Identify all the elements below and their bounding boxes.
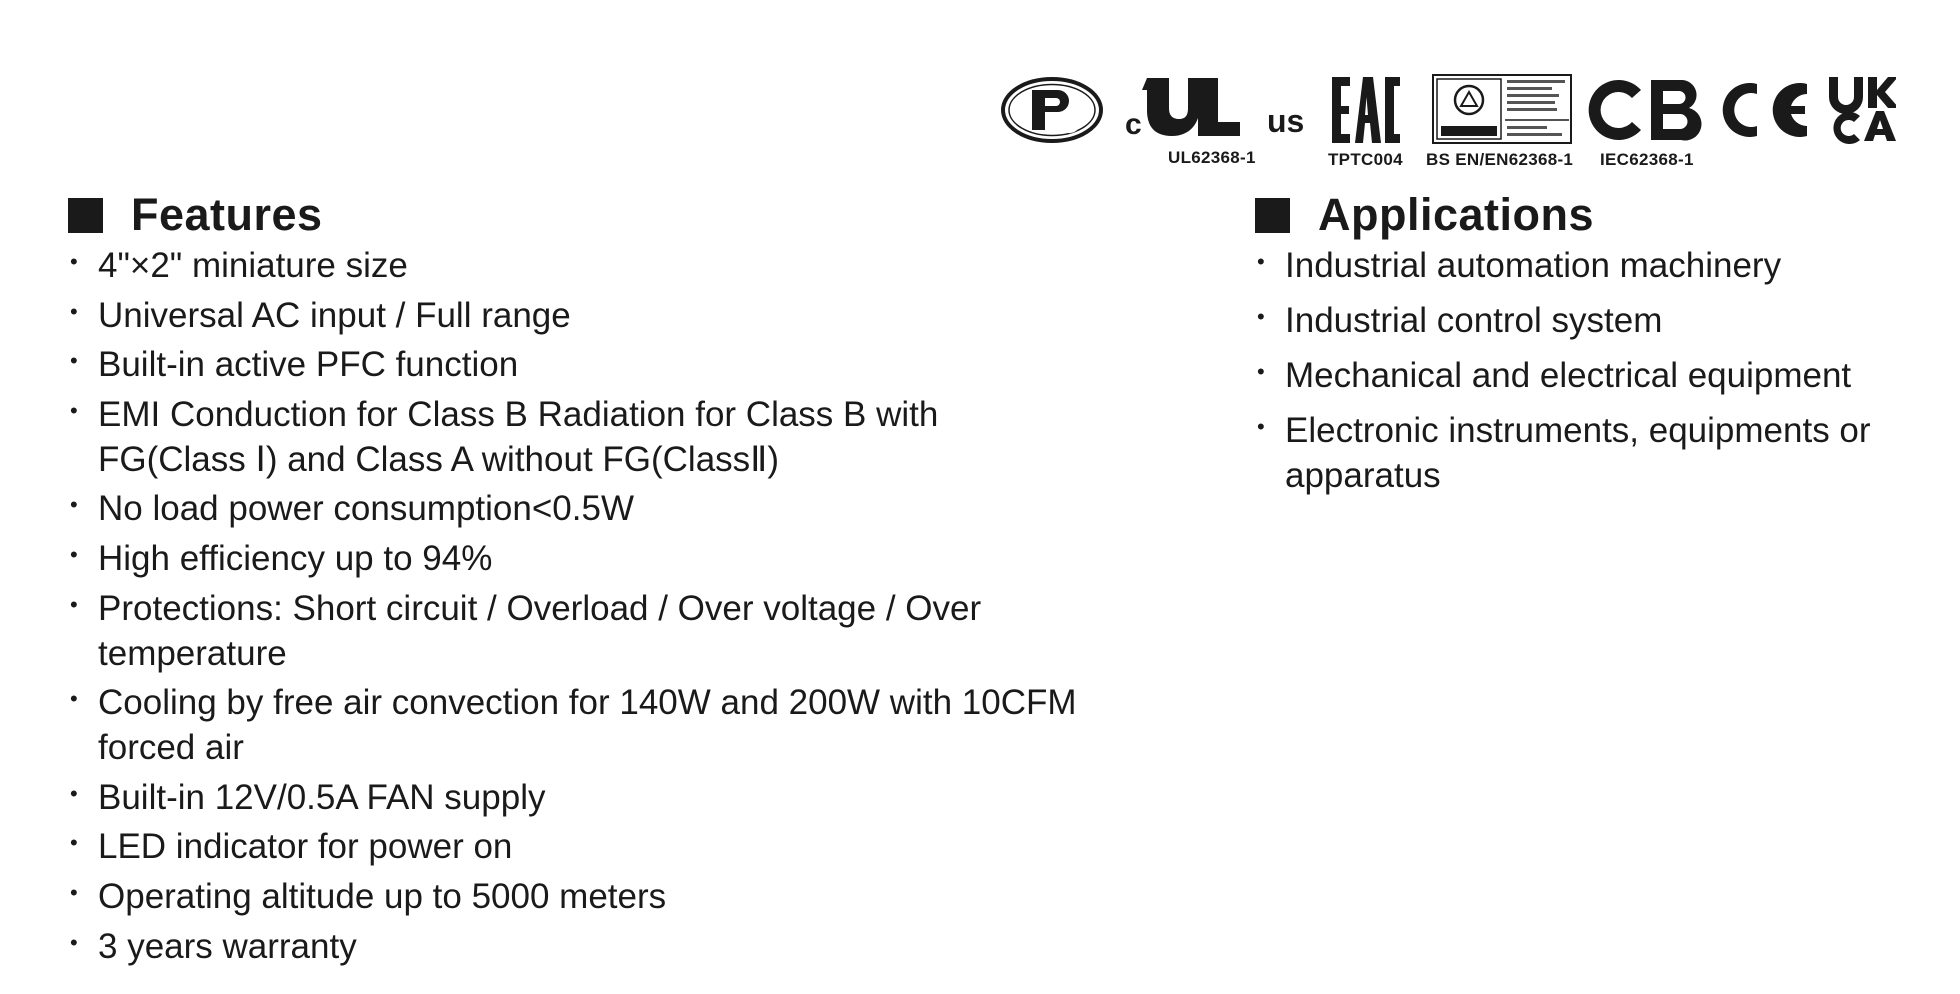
- eac-mark-icon: [1330, 75, 1402, 145]
- section-square-icon: [1255, 198, 1290, 233]
- features-section: [68, 189, 1077, 973]
- cb-caption: IEC62368-1: [1600, 150, 1694, 169]
- tuv-rheinland-mark-icon: [1432, 74, 1572, 144]
- features-title: Features: [131, 189, 323, 240]
- feature-item-cooling: • Cooling by free air convection for 140W and 200W with 10CFM forced air: [68, 680, 1083, 770]
- tuv-caption: BS EN/EN62368-1: [1426, 150, 1574, 169]
- applications-list: [1255, 243, 1955, 498]
- feature-item-protections: • Protections: Short circuit / Overload / Over voltage / Over temperature: [68, 586, 1023, 676]
- certification-logos: [1000, 70, 1900, 180]
- applications-section: [1255, 190, 1955, 508]
- feature-item-altitude: • Operating altitude up to 5000 meters: [68, 874, 1068, 919]
- application-item-instruments: • Electronic instruments, equipments or apparatus: [1255, 408, 1950, 498]
- applications-title: Applications: [1318, 189, 1595, 240]
- feature-item-ac-input: • Universal AC input / Full range: [68, 293, 1068, 338]
- features-list: [68, 243, 1077, 969]
- ukca-mark-icon: [1826, 74, 1896, 144]
- svg-text:us: us: [1267, 103, 1305, 139]
- cb-scheme-mark-icon: [1585, 76, 1710, 144]
- application-item-control: • Industrial control system: [1255, 298, 1955, 343]
- application-item-automation: • Industrial automation machinery: [1255, 243, 1955, 288]
- feature-item-led: • LED indicator for power on: [68, 824, 1068, 869]
- section-square-icon: [68, 198, 103, 233]
- feature-item-pfc: • Built-in active PFC function: [68, 342, 1068, 387]
- feature-item-emi: • EMI Conduction for Class B Radiation for Class B with FG(Class Ⅰ) and Class A without FG(ClassⅡ): [68, 392, 1083, 482]
- feature-item-size: • 4"×2" miniature size: [68, 243, 1068, 288]
- ul-caption: UL62368-1: [1168, 148, 1256, 167]
- ce-mark-icon: [1717, 78, 1817, 142]
- svg-text:c: c: [1125, 108, 1142, 141]
- application-item-mechanical: • Mechanical and electrical equipment: [1255, 353, 1955, 398]
- eac-caption: TPTC004: [1328, 150, 1403, 169]
- pfc-mark-icon: [1000, 76, 1104, 144]
- ul-recognized-mark-icon: [1125, 72, 1305, 148]
- features-heading: [68, 190, 1068, 240]
- applications-heading: [1255, 190, 1955, 240]
- feature-item-warranty: • 3 years warranty: [68, 924, 1068, 969]
- feature-item-fan-supply: • Built-in 12V/0.5A FAN supply: [68, 775, 1068, 820]
- feature-item-no-load: • No load power consumption<0.5W: [68, 486, 1068, 531]
- feature-item-efficiency: • High efficiency up to 94%: [68, 536, 1068, 581]
